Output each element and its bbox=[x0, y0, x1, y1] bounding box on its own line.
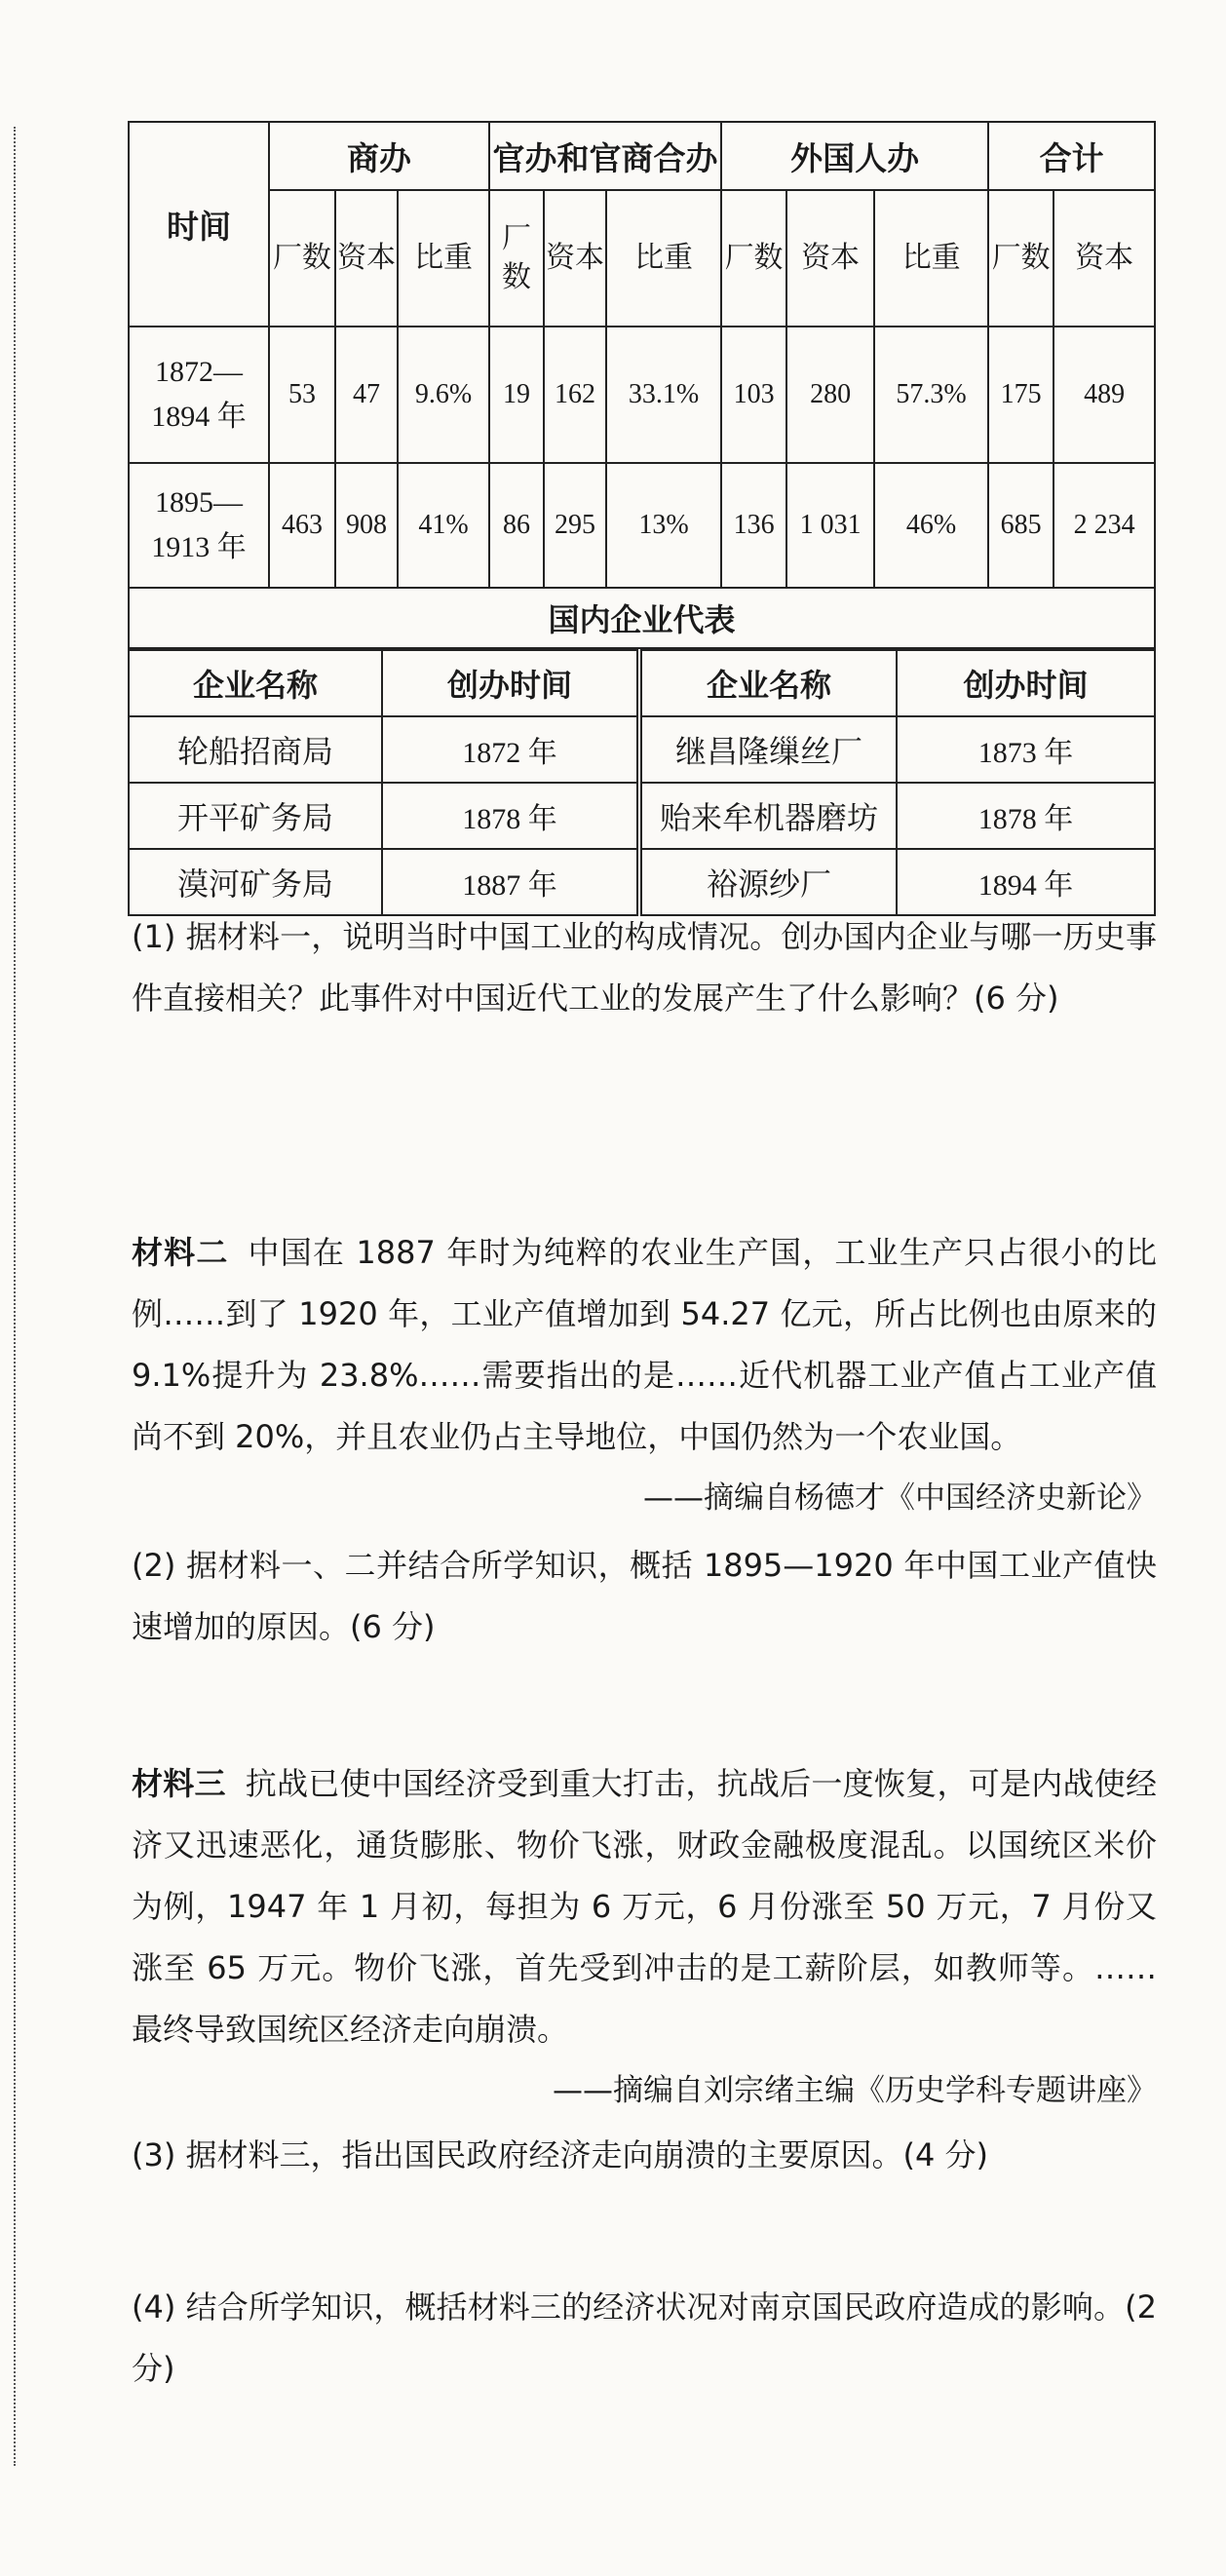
enterprise-year: 1878 年 bbox=[897, 783, 1155, 849]
question-1: (1) 据材料一，说明当时中国工业的构成情况。创办国内企业与哪一历史事件直接相关？此事件对中国近代工业的发展产生了什么影响？(6 分) bbox=[132, 918, 1157, 1017]
subheader-ziben: 资本 bbox=[544, 190, 606, 327]
enterprise-year: 1878 年 bbox=[382, 783, 639, 849]
data-cell: 46% bbox=[874, 463, 988, 588]
col-header-name: 企业名称 bbox=[129, 650, 382, 716]
enterprise-year: 1887 年 bbox=[382, 849, 639, 915]
question-3: (3) 据材料三，指出国民政府经济走向崩溃的主要原因。(4 分) bbox=[132, 2136, 989, 2173]
header-waiguo: 外国人办 bbox=[721, 122, 988, 190]
data-cell: 280 bbox=[786, 327, 874, 463]
subheader-ziben: 资本 bbox=[1054, 190, 1155, 327]
header-heji: 合计 bbox=[988, 122, 1155, 190]
data-cell: 57.3% bbox=[874, 327, 988, 463]
enterprise-name: 裕源纱厂 bbox=[639, 849, 897, 915]
data-cell: 175 bbox=[988, 327, 1054, 463]
table-row bbox=[129, 783, 1155, 849]
data-cell: 295 bbox=[544, 463, 606, 588]
header-shangban: 商办 bbox=[269, 122, 489, 190]
enterprise-year: 1872 年 bbox=[382, 716, 639, 783]
data-cell: 908 bbox=[335, 463, 398, 588]
enterprise-name: 漠河矿务局 bbox=[129, 849, 382, 915]
subheader-changshu: 厂数 bbox=[721, 190, 786, 327]
enterprise-year: 1894 年 bbox=[897, 849, 1155, 915]
enterprise-year: 1873 年 bbox=[897, 716, 1155, 783]
data-cell: 489 bbox=[1054, 327, 1155, 463]
data-cell: 53 bbox=[269, 327, 335, 463]
material-three-source: ——摘编自刘宗绪主编《历史学科专题讲座》 bbox=[553, 2073, 1157, 2108]
subheader-changshu: 厂数 bbox=[489, 190, 544, 327]
enterprise-name: 开平矿务局 bbox=[129, 783, 382, 849]
data-cell: 103 bbox=[721, 327, 786, 463]
data-cell: 9.6% bbox=[398, 327, 489, 463]
data-cell: 463 bbox=[269, 463, 335, 588]
subheader-bizhong: 比重 bbox=[874, 190, 988, 327]
period-cell: 1872— 1894 年 bbox=[129, 327, 269, 463]
subheader-changshu: 厂数 bbox=[269, 190, 335, 327]
material-three bbox=[132, 1753, 1157, 2122]
data-cell: 19 bbox=[489, 327, 544, 463]
industry-statistics-table bbox=[128, 121, 1156, 649]
subheader-ziben: 资本 bbox=[335, 190, 398, 327]
col-header-time: 创办时间 bbox=[382, 650, 639, 716]
material-one-tables bbox=[128, 121, 1154, 916]
question-4: (4) 结合所学知识，概括材料三的经济状况对南京国民政府造成的影响。(2 分) bbox=[132, 2288, 1157, 2387]
material-two-source: ——摘编自杨德才《中国经济史新论》 bbox=[643, 1480, 1157, 1516]
enterprise-table bbox=[128, 649, 1156, 916]
period-cell: 1895— 1913 年 bbox=[129, 463, 269, 588]
enterprise-name: 轮船招商局 bbox=[129, 716, 382, 783]
subheader-ziben: 资本 bbox=[786, 190, 874, 327]
question-2: (2) 据材料一、二并结合所学知识，概括 1895—1920 年中国工业产值快速增加的原因。(6 分) bbox=[132, 1547, 1157, 1645]
table-row bbox=[129, 463, 1155, 588]
material-two-label: 材料二 bbox=[132, 1234, 229, 1271]
material-three-text: 抗战已使中国经济受到重大打击，抗战后一度恢复，可是内战使经济又迅速恶化，通货膨胀、物价飞涨，财政金融极度混乱。以国统区米价为例，1947 年 1 月初，每担为 6 万元，6 月份涨至 50 万元，7 月份又涨至 65 万元。物价飞涨，首先受到冲击的是工薪阶层，如教师等。……最终导致国统区经济走向崩溃。 bbox=[132, 1765, 1157, 2048]
subheader-changshu: 厂数 bbox=[988, 190, 1054, 327]
data-cell: 136 bbox=[721, 463, 786, 588]
data-cell: 1 031 bbox=[786, 463, 874, 588]
data-cell: 685 bbox=[988, 463, 1054, 588]
subheader-bizhong: 比重 bbox=[606, 190, 721, 327]
table-row bbox=[129, 716, 1155, 783]
data-cell: 47 bbox=[335, 327, 398, 463]
data-cell: 41% bbox=[398, 463, 489, 588]
material-two bbox=[132, 1222, 1157, 1529]
table-row bbox=[129, 327, 1155, 463]
col-header-name: 企业名称 bbox=[639, 650, 897, 716]
data-cell: 2 234 bbox=[1054, 463, 1155, 588]
data-cell: 13% bbox=[606, 463, 721, 588]
data-cell: 86 bbox=[489, 463, 544, 588]
col-header-time: 创办时间 bbox=[897, 650, 1155, 716]
header-time: 时间 bbox=[129, 122, 269, 327]
header-guanban: 官办和官商合办 bbox=[489, 122, 721, 190]
subheader-bizhong: 比重 bbox=[398, 190, 489, 327]
material-three-label: 材料三 bbox=[132, 1765, 226, 1802]
binding-dotted-line bbox=[14, 127, 16, 2466]
data-cell: 162 bbox=[544, 327, 606, 463]
enterprise-name: 继昌隆缫丝厂 bbox=[639, 716, 897, 783]
enterprise-name: 贻来牟机器磨坊 bbox=[639, 783, 897, 849]
material-two-text: 中国在 1887 年时为纯粹的农业生产国，工业生产只占很小的比例……到了 1920 年，工业产值增加到 54.27 亿元，所占比例也由原来的 9.1%提升为 23.8%……需要指出的是……近代机器工业产值占工业产值尚不到 20%，并且农业仍占主导地位，中国仍然为一个农业国。 bbox=[132, 1234, 1157, 1455]
table-row bbox=[129, 849, 1155, 915]
table-subtitle: 国内企业代表 bbox=[129, 588, 1155, 648]
data-cell: 33.1% bbox=[606, 327, 721, 463]
